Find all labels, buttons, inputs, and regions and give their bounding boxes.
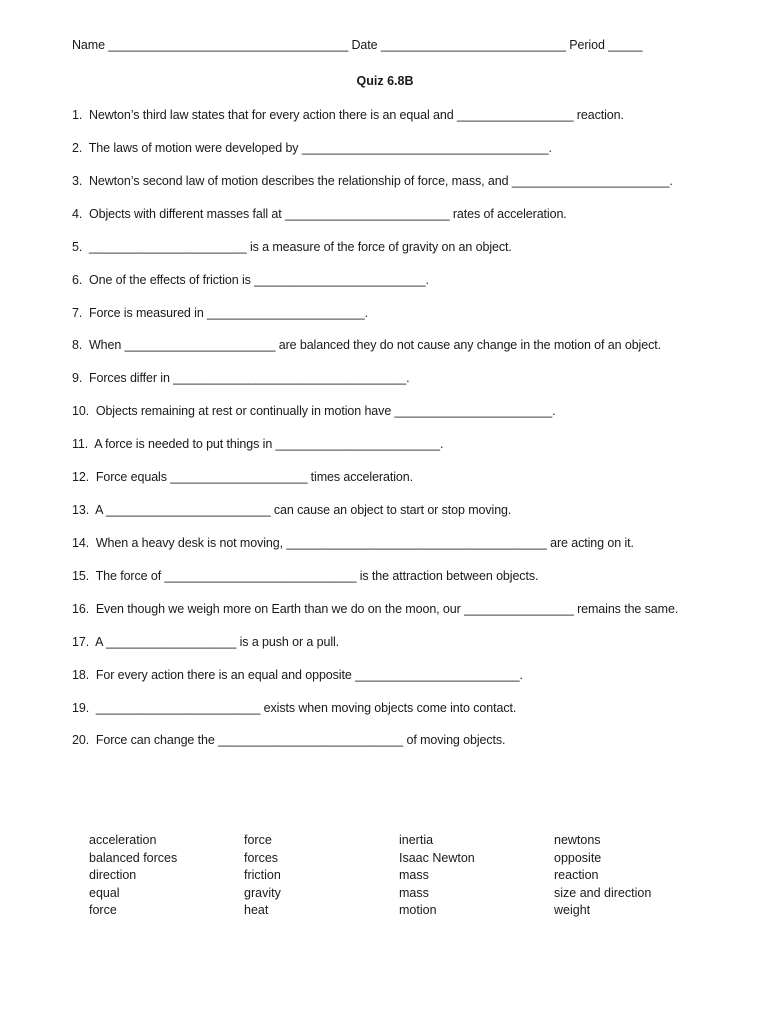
word-bank-column-4 — [554, 832, 709, 920]
word-bank-item: force — [244, 833, 272, 847]
question-6: 6. One of the effects of friction is _________________________. — [72, 273, 429, 287]
word-bank-item: direction — [89, 868, 137, 882]
question-17: 17. A ___________________ is a push or a pull. — [72, 635, 340, 649]
word-bank-item: mass — [399, 868, 429, 882]
question-11: 11. A force is needed to put things in ________________________. — [72, 437, 444, 451]
word-bank-item: balanced forces — [89, 850, 178, 865]
word-bank — [89, 832, 729, 920]
question-13: 13. A ________________________ can cause an object to start or stop moving. — [72, 503, 512, 517]
question-16: 16. Even though we weigh more on Earth than we do on the moon, our ________________ remains the same. — [72, 602, 679, 616]
word-bank-item: gravity — [244, 885, 281, 900]
question-4: 4. Objects with different masses fall at ________________________ rates of acceleration. — [72, 207, 567, 221]
question-8: 8. When ______________________ are balanced they do not cause any change in the motion of an object. — [72, 338, 661, 352]
question-20: 20. Force can change the ___________________________ of moving objects. — [72, 733, 506, 747]
word-bank-item: mass — [399, 885, 429, 900]
question-2: 2. The laws of motion were developed by ____________________________________. — [72, 141, 552, 155]
question-19: 19. ________________________ exists when moving objects come into contact. — [72, 701, 517, 715]
question-18: 18. For every action there is an equal and opposite ________________________. — [72, 668, 523, 682]
word-bank-item: inertia — [399, 833, 434, 847]
question-10: 10. Objects remaining at rest or continually in motion have _______________________. — [72, 404, 556, 418]
question-9: 9. Forces differ in __________________________________. — [72, 371, 410, 385]
word-bank-item: reaction — [554, 868, 599, 882]
word-bank-item: equal — [89, 885, 120, 900]
word-bank-column-1 — [89, 832, 244, 920]
question-15: 15. The force of ____________________________ is the attraction between objects. — [72, 569, 539, 583]
word-bank-item: force — [89, 903, 117, 917]
question-7: 7. Force is measured in _______________________. — [72, 306, 369, 320]
word-bank-column-2 — [244, 832, 399, 920]
word-bank-item: friction — [244, 868, 281, 882]
question-14: 14. When a heavy desk is not moving, ______________________________________ are acting on it. — [72, 536, 634, 550]
word-bank-item: forces — [244, 850, 279, 865]
word-bank-item: opposite — [554, 850, 602, 865]
word-bank-item: weight — [554, 903, 591, 917]
word-bank-item: Isaac Newton — [399, 850, 475, 865]
question-3: 3. Newton’s second law of motion describes the relationship of force, mass, and _______________________. — [72, 174, 673, 188]
page-title: Quiz 6.8B — [356, 74, 414, 88]
word-bank-item: heat — [244, 903, 269, 917]
word-bank-item: size and direction — [554, 885, 652, 900]
word-bank-item: motion — [399, 903, 437, 917]
question-5: 5. _______________________ is a measure of the force of gravity on an object. — [72, 240, 512, 254]
header-name-date-period: Name ___________________________________ Date ___________________________ Period _____ — [72, 38, 643, 52]
question-12: 12. Force equals ____________________ times acceleration. — [72, 470, 413, 484]
word-bank-column-3 — [399, 832, 554, 920]
word-bank-item: acceleration — [89, 833, 157, 847]
word-bank-item: newtons — [554, 833, 601, 847]
question-1: 1. Newton’s third law states that for every action there is an equal and _________________ reaction. — [72, 108, 624, 122]
